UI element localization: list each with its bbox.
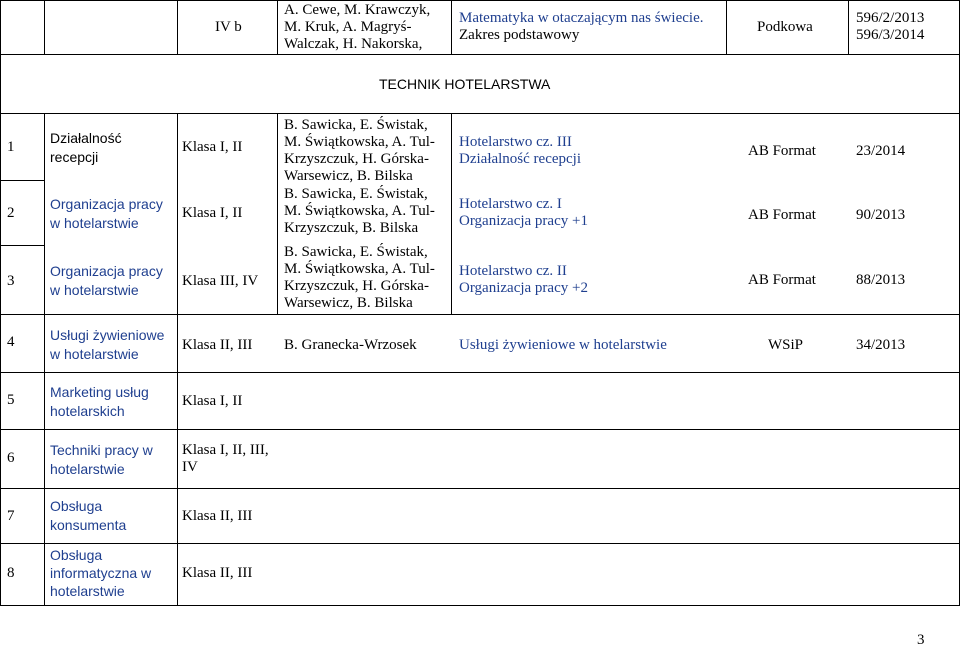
grid-line xyxy=(0,314,960,315)
authors-line: M. Kruk, A. Magryś- xyxy=(284,19,412,35)
book-authors-line: Warsewicz, B. Bilska xyxy=(284,295,413,311)
book-title-line: Hotelarstwo cz. I xyxy=(459,196,562,212)
book-publisher: AB Format xyxy=(748,272,816,288)
subject-line: Obsługa xyxy=(50,498,103,514)
subject-line: hotelarskich xyxy=(50,403,125,419)
grid-line xyxy=(0,429,960,430)
row-number: 1 xyxy=(7,139,15,155)
grid-line xyxy=(726,0,727,55)
book-title-line: Organizacja pracy +2 xyxy=(459,280,588,296)
book-authors-line: B. Sawicka, E. Świstak, xyxy=(284,186,428,202)
book-title-line: Usługi żywieniowe w hotelarstwie xyxy=(459,337,667,353)
book-authors-line: B. Sawicka, E. Świstak, xyxy=(284,244,428,260)
grid-line xyxy=(0,488,960,489)
class-cell: Klasa I, II xyxy=(182,205,243,221)
book-authors-line: Warsewicz, B. Bilska xyxy=(284,168,413,184)
subject-line: hotelarstwie xyxy=(50,583,125,599)
book-title-line: Organizacja pracy +1 xyxy=(459,213,588,229)
grid-line xyxy=(277,113,278,315)
title-line: Zakres podstawowy xyxy=(459,27,580,43)
subject-line: w hotelarstwie xyxy=(50,215,139,231)
grid-line xyxy=(44,113,45,315)
book-title-line: Hotelarstwo cz. III xyxy=(459,134,572,150)
book-title-line: Działalność recepcji xyxy=(459,151,582,167)
grid-line xyxy=(277,0,278,55)
book-authors-line: Krzyszczuk, H. Górska- xyxy=(284,151,429,167)
class-cell: IV b xyxy=(215,19,242,35)
book-authors-line: M. Świątkowska, A. Tul- xyxy=(284,203,435,219)
subject-line: konsumenta xyxy=(50,517,127,533)
approval-line: 596/2/2013 xyxy=(856,10,925,26)
subject-line: Organizacja pracy xyxy=(50,196,163,212)
grid-line xyxy=(177,314,178,606)
grid-line xyxy=(451,113,452,315)
grid-line xyxy=(0,180,44,181)
grid-line xyxy=(177,0,178,55)
book-authors-line: B. Granecka-Wrzosek xyxy=(284,337,417,353)
class-cell: Klasa II, III xyxy=(182,508,253,524)
book-authors-line: M. Świątkowska, A. Tul- xyxy=(284,134,435,150)
authors-line: A. Cewe, M. Krawczyk, xyxy=(284,2,431,18)
grid-line xyxy=(0,0,960,1)
book-approval: 90/2013 xyxy=(856,207,906,223)
subject-line: w hotelarstwie xyxy=(50,346,139,362)
subject-line: Organizacja pracy xyxy=(50,263,163,279)
book-authors-line: Krzyszczuk, H. Górska- xyxy=(284,278,429,294)
subject-line: Usługi żywieniowe xyxy=(50,327,165,343)
book-authors-line: M. Świątkowska, A. Tul- xyxy=(284,261,435,277)
row-number: 6 xyxy=(7,450,15,466)
subject-line: w hotelarstwie xyxy=(50,282,139,298)
book-title-line: Hotelarstwo cz. II xyxy=(459,263,567,279)
book-approval: 34/2013 xyxy=(856,337,906,353)
title-line: Matematyka w otaczającym nas świecie. xyxy=(459,10,704,26)
publisher-cell: Podkowa xyxy=(757,19,813,35)
subject-line: Obsługa xyxy=(50,547,103,563)
grid-line xyxy=(451,0,452,55)
subject-line: hotelarstwie xyxy=(50,461,125,477)
book-authors-line: B. Sawicka, E. Świstak, xyxy=(284,117,428,133)
book-authors-line: Krzyszczuk, B. Bilska xyxy=(284,220,419,236)
class-cell: Klasa II, III xyxy=(182,565,253,581)
book-approval: 88/2013 xyxy=(856,272,906,288)
row-number: 5 xyxy=(7,392,15,408)
page-number: 3 xyxy=(917,632,925,648)
class-cell: Klasa III, IV xyxy=(182,273,259,289)
class-cell: Klasa I, II xyxy=(182,393,243,409)
book-publisher: AB Format xyxy=(748,143,816,159)
book-publisher: WSiP xyxy=(768,337,804,353)
class-cell: Klasa I, II xyxy=(182,139,243,155)
grid-line xyxy=(0,245,44,246)
row-number: 3 xyxy=(7,273,15,289)
authors-line: Walczak, H. Nakorska, xyxy=(284,36,423,52)
grid-line xyxy=(0,113,960,114)
grid-line xyxy=(44,0,45,55)
subject-line: Techniki pracy w xyxy=(50,442,153,458)
row-number: 8 xyxy=(7,565,15,581)
grid-line xyxy=(0,372,960,373)
row-number: 4 xyxy=(7,334,15,350)
subject-line: recepcji xyxy=(50,149,99,165)
grid-line xyxy=(0,543,960,544)
subject-line: informatyczna w xyxy=(50,565,152,581)
subject-line: Marketing usług xyxy=(50,384,149,400)
grid-line xyxy=(0,0,1,606)
row-number: 2 xyxy=(7,205,15,221)
grid-line xyxy=(177,113,178,315)
grid-line xyxy=(848,0,849,55)
grid-line xyxy=(0,54,960,55)
grid-line xyxy=(0,605,960,606)
subject-line: Działalność xyxy=(50,130,122,146)
class-cell: Klasa I, II, III, xyxy=(182,442,269,458)
book-publisher: AB Format xyxy=(748,207,816,223)
class-cell: Klasa II, III xyxy=(182,337,253,353)
section-header: TECHNIK HOTELARSTWA xyxy=(379,76,551,92)
class-cell: IV xyxy=(182,459,198,475)
approval-line: 596/3/2014 xyxy=(856,27,925,43)
book-approval: 23/2014 xyxy=(856,143,906,159)
grid-line xyxy=(44,314,45,606)
row-number: 7 xyxy=(7,508,15,524)
